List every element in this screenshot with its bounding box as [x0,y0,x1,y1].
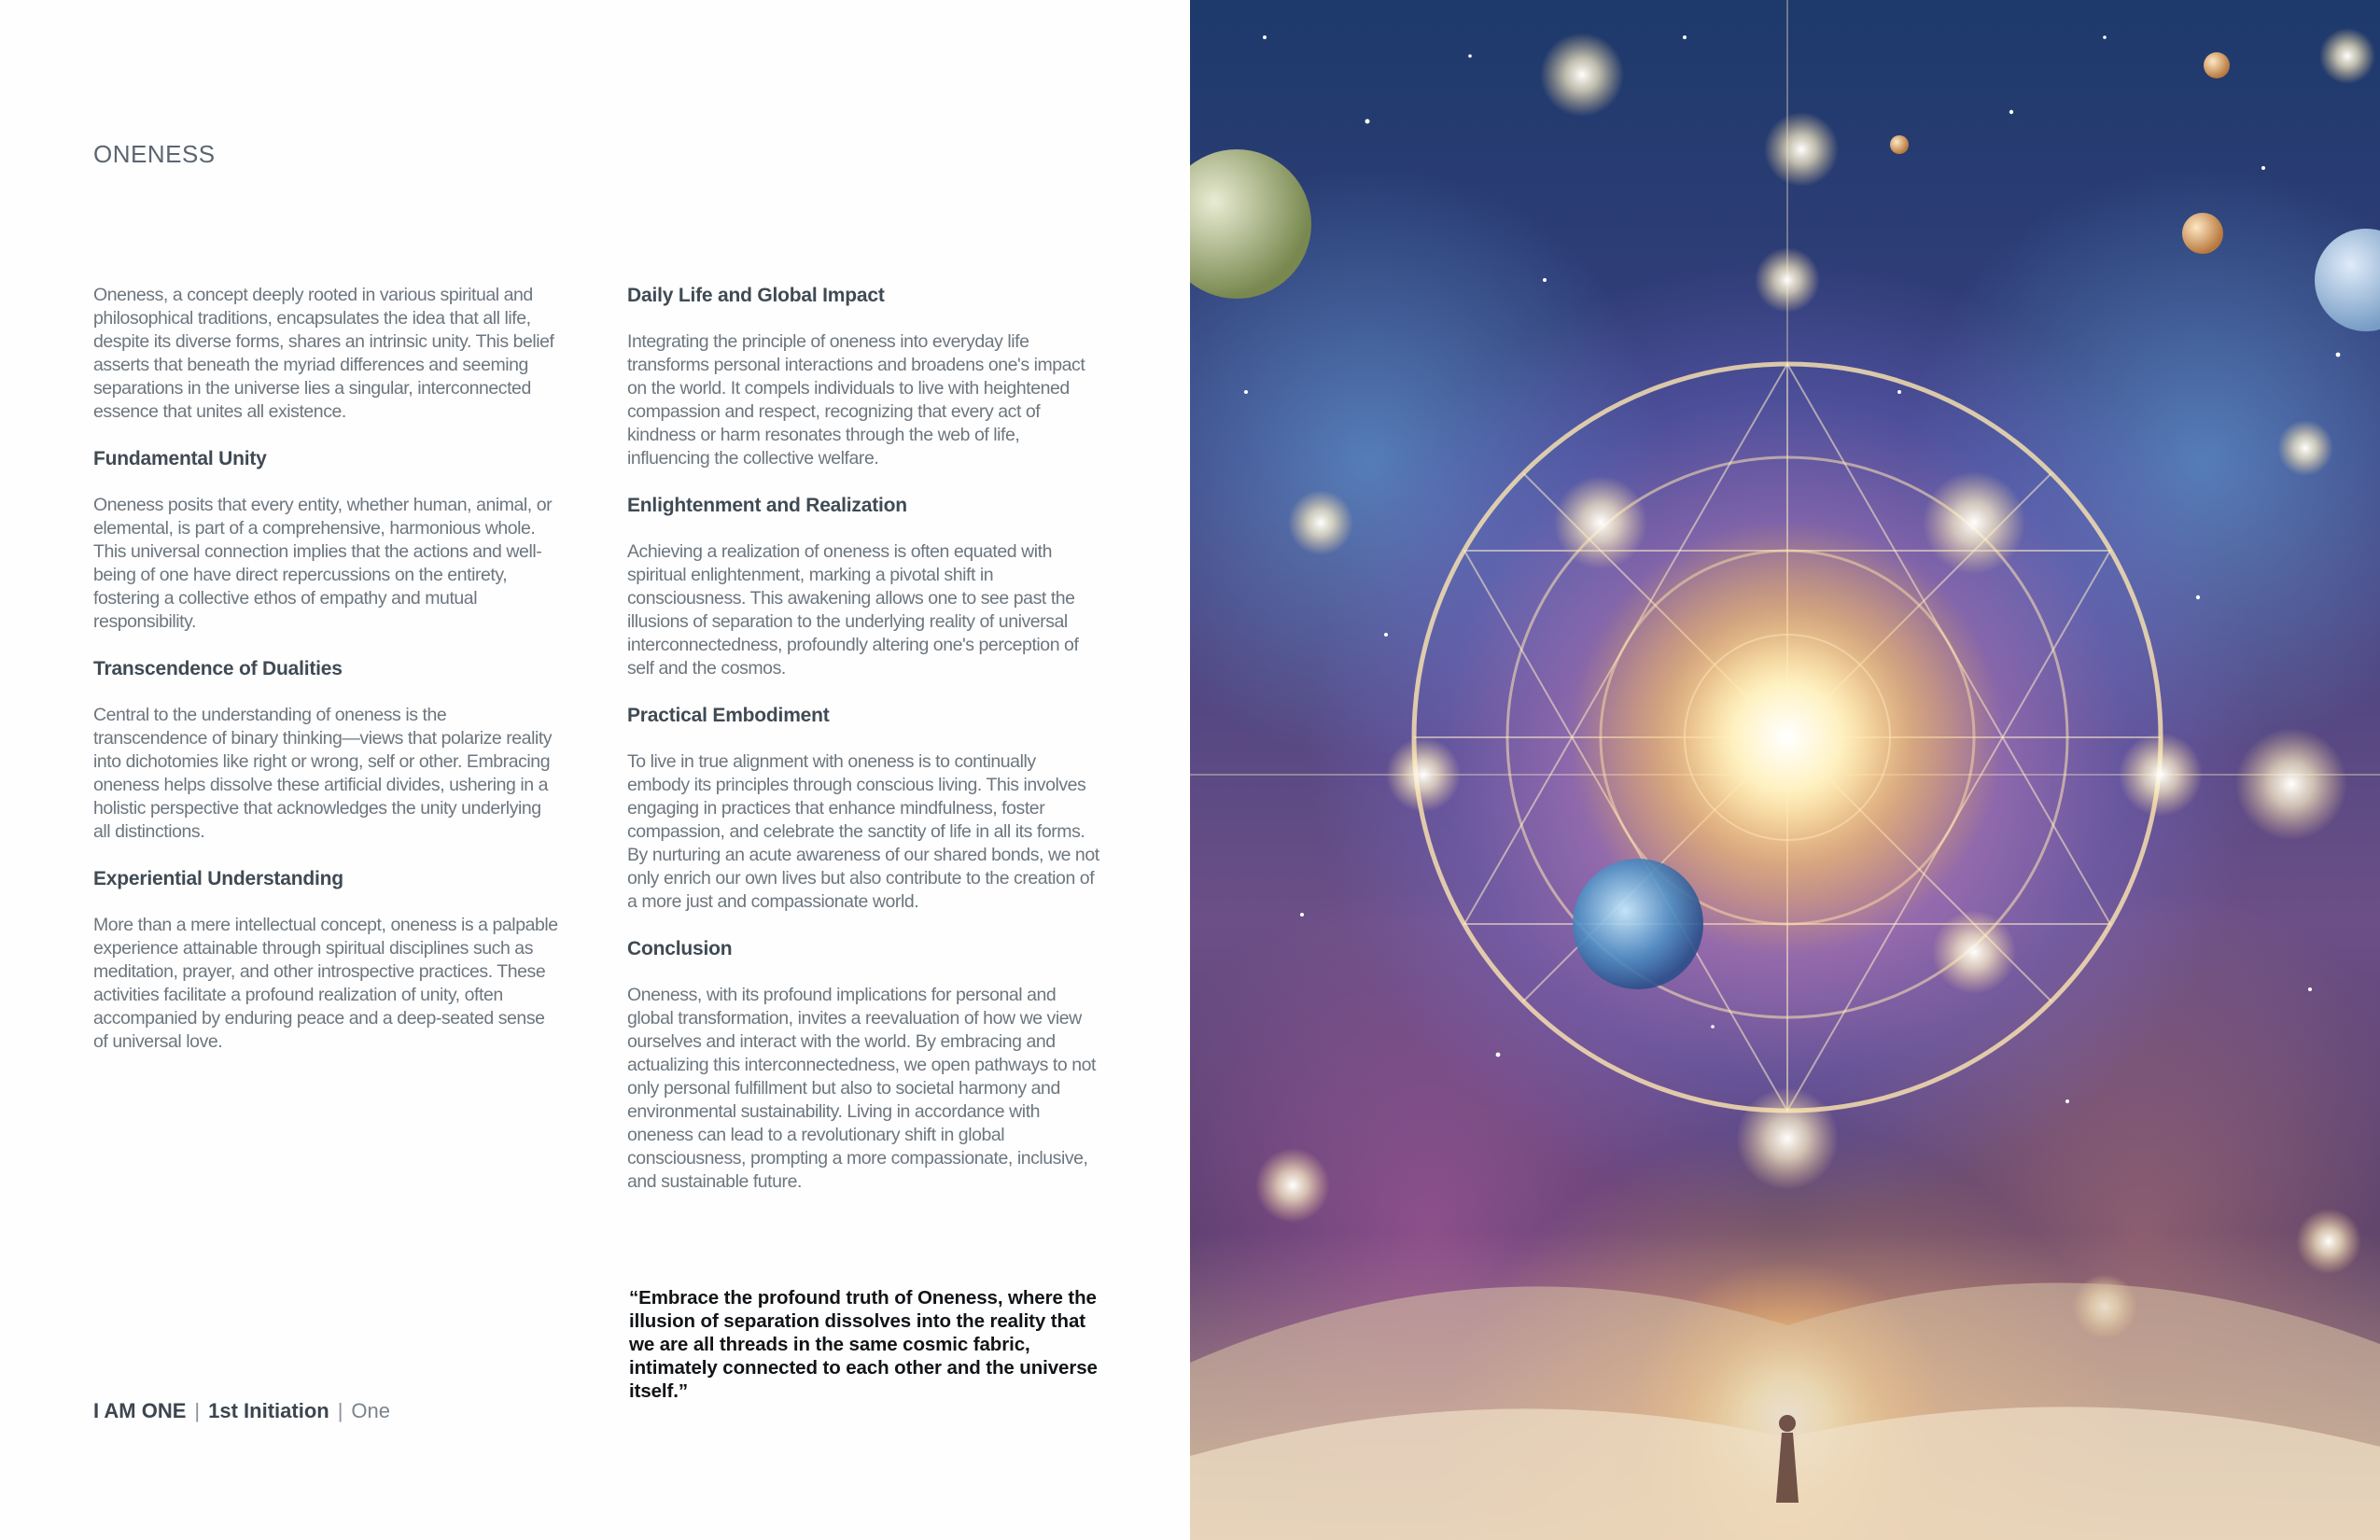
tiny-planet [1890,135,1909,154]
section-heading-fundamental-unity: Fundamental Unity [93,448,267,469]
section-body-transcendence: Central to the understanding of oneness is the transcendence of binary thinking—views that polarize reality into dichotomies like right or wrong, self or other. Embracing oneness helps dissolve these artificial divides, ushering in a holistic perspective that acknowledges the unity underlying all distinctions. [93,705,553,842]
globe [1573,859,1703,989]
figure-head [1779,1415,1796,1432]
section-body-conclusion: Oneness, with its profound implications for personal and global transformation, invites a reevaluation of how we view ourselves and interact with the world. By embracing and actualizing this interconnectedness, we open pathways to not only personal fulfillment but also to societal harmony and environmental sustainability. Living in accordance with oneness can lead to a revolutionary shift in global consciousness, prompting a more compassionate, inclusive, and sustainable future. [627,985,1096,1192]
section-heading-daily-life: Daily Life and Global Impact [627,285,885,306]
footer-chapter: 1st Initiation [208,1399,329,1422]
footer-book-title: I AM ONE [93,1399,187,1422]
planet-right [2315,229,2380,331]
section-heading-practical: Practical Embodiment [627,705,830,726]
section-heading-experiential: Experiential Understanding [93,868,343,889]
footer-separator: | [194,1399,201,1422]
cosmic-artwork [1190,0,2380,1540]
tiny-planet [2204,52,2230,78]
small-planet [2182,213,2223,254]
section-heading-enlightenment: Enlightenment and Realization [627,495,907,516]
text-column-right [627,284,1101,1217]
pull-quote: “Embrace the profound truth of Oneness, where the illusion of separation dissolves into the reality that we are all threads in the same cosmic fabric, intimately connected to each other and the universe itself.” [629,1287,1098,1402]
footer-page-label: One [351,1399,391,1422]
intro-paragraph: Oneness, a concept deeply rooted in various spiritual and philosophical traditions, encapsulates the idea that all life, despite its diverse forms, shares an intrinsic unity. This belief asserts that beneath the myriad differences and seeming separations in the universe lies a singular, interconnected essence that unites all existence. [93,285,554,422]
section-body-experiential: More than a mere intellectual concept, oneness is a palpable experience attainable through spiritual disciplines such as meditation, prayer, and other introspective practices. These activities facilitate a profound realization of unity, often accompanied by enduring peace and a deep-seated sense of universal love. [93,915,558,1052]
section-heading-conclusion: Conclusion [627,938,733,959]
section-heading-transcendence: Transcendence of Dualities [93,658,343,679]
section-body-enlightenment: Achieving a realization of oneness is often equated with spiritual enlightenment, marking a pivotal shift in consciousness. This awakening allows one to see past the illusions of separation to the underlying reality of universal interconnectedness, profoundly altering one's perception of self and the cosmos. [627,541,1079,679]
page-footer [93,1398,390,1424]
footer-separator: | [337,1399,343,1422]
planet-left [1190,149,1311,299]
section-body-daily-life: Integrating the principle of oneness into everyday life transforms personal interactions and broadens one's impact on the world. It compels individuals to live with heightened compassion and respect, recognizing that every act of kindness or harm resonates through the web of life, influencing the collective welfare. [627,331,1085,469]
sacred-geometry-illustration [1190,0,2380,1540]
section-body-fundamental-unity: Oneness posits that every entity, whether human, animal, or elemental, is part of a comprehensive, harmonious whole. This universal connection implies that the actions and well-being of one have direct repercussions on the entirety, fostering a collective ethos of empathy and mutual responsibility. [93,495,553,632]
page-title: ONENESS [93,140,216,168]
text-column-left [93,284,560,1077]
section-body-practical: To live in true alignment with oneness is to continually embody its principles through conscious living. This involves engaging in practices that enhance mindfulness, foster compassion, and celebrate the sanctity of life in all its forms. By nurturing an acute awareness of our shared bonds, we not only enrich our own lives but also contribute to the creation of a more just and compassionate world. [627,751,1099,912]
